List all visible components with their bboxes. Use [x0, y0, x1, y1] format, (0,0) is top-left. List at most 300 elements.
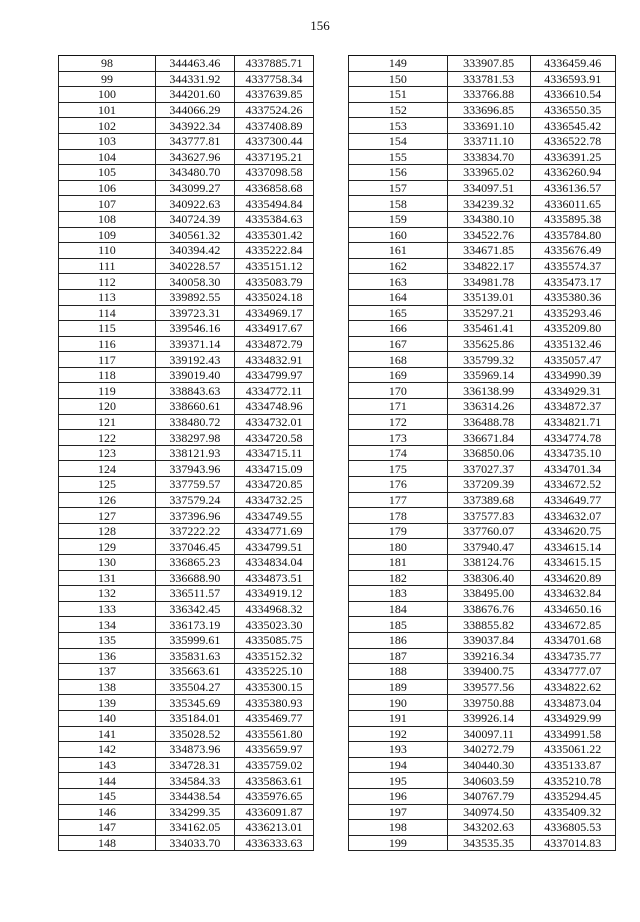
y-coordinate-cell: 4335561.80	[234, 726, 313, 742]
point-number-cell: 192	[349, 726, 448, 742]
point-number-cell: 104	[59, 149, 156, 165]
y-coordinate-cell: 4334969.17	[234, 305, 313, 321]
point-number-cell: 159	[349, 211, 448, 227]
y-coordinate-cell: 4336610.54	[530, 87, 615, 103]
table-row	[349, 445, 616, 461]
table-row	[349, 243, 616, 259]
table-row	[349, 118, 616, 134]
point-number-cell: 143	[59, 757, 156, 773]
table-row	[59, 492, 314, 508]
point-number-cell: 115	[59, 321, 156, 337]
table-row	[59, 695, 314, 711]
x-coordinate-cell: 334522.76	[447, 227, 530, 243]
point-number-cell: 122	[59, 430, 156, 446]
y-coordinate-cell: 4335294.45	[530, 788, 615, 804]
y-coordinate-cell: 4336805.53	[530, 820, 615, 836]
y-coordinate-cell: 4336550.35	[530, 102, 615, 118]
x-coordinate-cell: 339546.16	[155, 321, 234, 337]
x-coordinate-cell: 334822.17	[447, 258, 530, 274]
table-row	[59, 445, 314, 461]
table-row	[59, 601, 314, 617]
x-coordinate-cell: 339019.40	[155, 367, 234, 383]
table-row	[349, 383, 616, 399]
table-row	[349, 726, 616, 742]
x-coordinate-cell: 333834.70	[447, 149, 530, 165]
table-row	[59, 118, 314, 134]
table-row	[349, 71, 616, 87]
x-coordinate-cell: 336488.78	[447, 414, 530, 430]
x-coordinate-cell: 340603.59	[447, 773, 530, 789]
x-coordinate-cell: 337759.57	[155, 477, 234, 493]
table-row	[349, 258, 616, 274]
point-number-cell: 184	[349, 601, 448, 617]
x-coordinate-cell: 339037.84	[447, 632, 530, 648]
table-row	[59, 102, 314, 118]
point-number-cell: 144	[59, 773, 156, 789]
table-row	[349, 710, 616, 726]
x-coordinate-cell: 340724.39	[155, 211, 234, 227]
table-row	[59, 367, 314, 383]
table-row	[349, 102, 616, 118]
point-number-cell: 118	[59, 367, 156, 383]
point-number-cell: 183	[349, 586, 448, 602]
point-number-cell: 158	[349, 196, 448, 212]
x-coordinate-cell: 338660.61	[155, 399, 234, 415]
point-number-cell: 140	[59, 710, 156, 726]
table-row	[59, 305, 314, 321]
table-row	[349, 601, 616, 617]
y-coordinate-cell: 4334929.99	[530, 710, 615, 726]
point-number-cell: 116	[59, 336, 156, 352]
y-coordinate-cell: 4336545.42	[530, 118, 615, 134]
x-coordinate-cell: 339723.31	[155, 305, 234, 321]
y-coordinate-cell: 4335222.84	[234, 243, 313, 259]
point-number-cell: 157	[349, 180, 448, 196]
table-row	[59, 477, 314, 493]
y-coordinate-cell: 4336593.91	[530, 71, 615, 87]
table-row	[59, 726, 314, 742]
y-coordinate-cell: 4334735.10	[530, 445, 615, 461]
x-coordinate-cell: 333696.85	[447, 102, 530, 118]
x-coordinate-cell: 343777.81	[155, 133, 234, 149]
x-coordinate-cell: 340097.11	[447, 726, 530, 742]
x-coordinate-cell: 338121.93	[155, 445, 234, 461]
y-coordinate-cell: 4334917.67	[234, 321, 313, 337]
point-number-cell: 130	[59, 555, 156, 571]
table-row	[349, 757, 616, 773]
x-coordinate-cell: 340394.42	[155, 243, 234, 259]
table-row	[59, 664, 314, 680]
point-number-cell: 153	[349, 118, 448, 134]
table-row	[59, 648, 314, 664]
x-coordinate-cell: 333711.10	[447, 133, 530, 149]
y-coordinate-cell: 4334821.71	[530, 414, 615, 430]
table-row	[59, 430, 314, 446]
y-coordinate-cell: 4335132.46	[530, 336, 615, 352]
point-number-cell: 114	[59, 305, 156, 321]
point-number-cell: 193	[349, 742, 448, 758]
table-row	[349, 555, 616, 571]
x-coordinate-cell: 343480.70	[155, 165, 234, 181]
point-number-cell: 194	[349, 757, 448, 773]
table-row	[59, 570, 314, 586]
y-coordinate-cell: 4335494.84	[234, 196, 313, 212]
point-number-cell: 107	[59, 196, 156, 212]
y-coordinate-cell: 4334990.39	[530, 367, 615, 383]
x-coordinate-cell: 340228.57	[155, 258, 234, 274]
x-coordinate-cell: 336865.23	[155, 555, 234, 571]
point-number-cell: 174	[349, 445, 448, 461]
point-number-cell: 120	[59, 399, 156, 415]
table-row	[59, 196, 314, 212]
x-coordinate-cell: 334380.10	[447, 211, 530, 227]
y-coordinate-cell: 4336091.87	[234, 804, 313, 820]
y-coordinate-cell: 4334777.07	[530, 664, 615, 680]
point-number-cell: 161	[349, 243, 448, 259]
table-row	[59, 258, 314, 274]
y-coordinate-cell: 4334872.79	[234, 336, 313, 352]
y-coordinate-cell: 4335057.47	[530, 352, 615, 368]
point-number-cell: 181	[349, 555, 448, 571]
x-coordinate-cell: 335663.61	[155, 664, 234, 680]
x-coordinate-cell: 339371.14	[155, 336, 234, 352]
y-coordinate-cell: 4336522.78	[530, 133, 615, 149]
y-coordinate-cell: 4335473.17	[530, 274, 615, 290]
point-number-cell: 99	[59, 71, 156, 87]
y-coordinate-cell: 4334822.62	[530, 679, 615, 695]
point-number-cell: 180	[349, 539, 448, 555]
point-number-cell: 106	[59, 180, 156, 196]
x-coordinate-cell: 340272.79	[447, 742, 530, 758]
y-coordinate-cell: 4336459.46	[530, 56, 615, 72]
table-row	[349, 305, 616, 321]
y-coordinate-cell: 4334968.32	[234, 601, 313, 617]
x-coordinate-cell: 344463.46	[155, 56, 234, 72]
point-number-cell: 105	[59, 165, 156, 181]
table-row	[59, 87, 314, 103]
table-row	[349, 133, 616, 149]
x-coordinate-cell: 333691.10	[447, 118, 530, 134]
table-row	[59, 679, 314, 695]
point-number-cell: 160	[349, 227, 448, 243]
y-coordinate-cell: 4334672.52	[530, 477, 615, 493]
x-coordinate-cell: 340974.50	[447, 804, 530, 820]
point-number-cell: 154	[349, 133, 448, 149]
right-coordinates-table	[348, 55, 616, 851]
y-coordinate-cell: 4336333.63	[234, 835, 313, 851]
point-number-cell: 152	[349, 102, 448, 118]
point-number-cell: 173	[349, 430, 448, 446]
table-row	[349, 367, 616, 383]
x-coordinate-cell: 343922.34	[155, 118, 234, 134]
table-row	[59, 274, 314, 290]
x-coordinate-cell: 344066.29	[155, 102, 234, 118]
point-number-cell: 198	[349, 820, 448, 836]
x-coordinate-cell: 339750.88	[447, 695, 530, 711]
point-number-cell: 162	[349, 258, 448, 274]
x-coordinate-cell: 344331.92	[155, 71, 234, 87]
table-row	[349, 508, 616, 524]
x-coordinate-cell: 336671.84	[447, 430, 530, 446]
x-coordinate-cell: 338495.00	[447, 586, 530, 602]
x-coordinate-cell: 336511.57	[155, 586, 234, 602]
point-number-cell: 125	[59, 477, 156, 493]
point-number-cell: 176	[349, 477, 448, 493]
point-number-cell: 134	[59, 617, 156, 633]
x-coordinate-cell: 340058.30	[155, 274, 234, 290]
table-row	[349, 165, 616, 181]
point-number-cell: 110	[59, 243, 156, 259]
table-row	[349, 211, 616, 227]
y-coordinate-cell: 4335209.80	[530, 321, 615, 337]
x-coordinate-cell: 339400.75	[447, 664, 530, 680]
point-number-cell: 196	[349, 788, 448, 804]
y-coordinate-cell: 4335895.38	[530, 211, 615, 227]
y-coordinate-cell: 4335784.80	[530, 227, 615, 243]
point-number-cell: 113	[59, 289, 156, 305]
point-number-cell: 175	[349, 461, 448, 477]
x-coordinate-cell: 335969.14	[447, 367, 530, 383]
y-coordinate-cell: 4336011.65	[530, 196, 615, 212]
x-coordinate-cell: 336850.06	[447, 445, 530, 461]
y-coordinate-cell: 4334620.75	[530, 523, 615, 539]
table-row	[59, 289, 314, 305]
point-number-cell: 98	[59, 56, 156, 72]
right-table-body	[349, 56, 616, 851]
y-coordinate-cell: 4335152.32	[234, 648, 313, 664]
point-number-cell: 163	[349, 274, 448, 290]
table-row	[59, 773, 314, 789]
point-number-cell: 168	[349, 352, 448, 368]
x-coordinate-cell: 339577.56	[447, 679, 530, 695]
x-coordinate-cell: 337209.39	[447, 477, 530, 493]
y-coordinate-cell: 4335301.42	[234, 227, 313, 243]
y-coordinate-cell: 4334732.01	[234, 414, 313, 430]
table-row	[349, 679, 616, 695]
y-coordinate-cell: 4337758.34	[234, 71, 313, 87]
table-row	[349, 399, 616, 415]
point-number-cell: 121	[59, 414, 156, 430]
y-coordinate-cell: 4334632.84	[530, 586, 615, 602]
point-number-cell: 101	[59, 102, 156, 118]
x-coordinate-cell: 334728.31	[155, 757, 234, 773]
y-coordinate-cell: 4337195.21	[234, 149, 313, 165]
table-row	[59, 617, 314, 633]
y-coordinate-cell: 4334715.09	[234, 461, 313, 477]
x-coordinate-cell: 338297.98	[155, 430, 234, 446]
x-coordinate-cell: 333965.02	[447, 165, 530, 181]
y-coordinate-cell: 4334720.85	[234, 477, 313, 493]
point-number-cell: 195	[349, 773, 448, 789]
y-coordinate-cell: 4335085.75	[234, 632, 313, 648]
x-coordinate-cell: 340767.79	[447, 788, 530, 804]
x-coordinate-cell: 335625.86	[447, 336, 530, 352]
y-coordinate-cell: 4336213.01	[234, 820, 313, 836]
point-number-cell: 126	[59, 492, 156, 508]
point-number-cell: 102	[59, 118, 156, 134]
point-number-cell: 190	[349, 695, 448, 711]
x-coordinate-cell: 339216.34	[447, 648, 530, 664]
point-number-cell: 127	[59, 508, 156, 524]
x-coordinate-cell: 335297.21	[447, 305, 530, 321]
y-coordinate-cell: 4334774.78	[530, 430, 615, 446]
x-coordinate-cell: 343535.35	[447, 835, 530, 851]
table-row	[59, 632, 314, 648]
x-coordinate-cell: 337222.22	[155, 523, 234, 539]
point-number-cell: 197	[349, 804, 448, 820]
y-coordinate-cell: 4334715.11	[234, 445, 313, 461]
table-row	[349, 87, 616, 103]
x-coordinate-cell: 337943.96	[155, 461, 234, 477]
y-coordinate-cell: 4337639.85	[234, 87, 313, 103]
x-coordinate-cell: 343627.96	[155, 149, 234, 165]
table-row	[349, 523, 616, 539]
x-coordinate-cell: 338676.76	[447, 601, 530, 617]
table-row	[59, 835, 314, 851]
y-coordinate-cell: 4334919.12	[234, 586, 313, 602]
y-coordinate-cell: 4335659.97	[234, 742, 313, 758]
table-row	[349, 648, 616, 664]
y-coordinate-cell: 4335976.65	[234, 788, 313, 804]
table-row	[349, 352, 616, 368]
table-row	[349, 180, 616, 196]
point-number-cell: 141	[59, 726, 156, 742]
x-coordinate-cell: 334873.96	[155, 742, 234, 758]
x-coordinate-cell: 339192.43	[155, 352, 234, 368]
y-coordinate-cell: 4335759.02	[234, 757, 313, 773]
point-number-cell: 147	[59, 820, 156, 836]
point-number-cell: 124	[59, 461, 156, 477]
point-number-cell: 179	[349, 523, 448, 539]
point-number-cell: 167	[349, 336, 448, 352]
y-coordinate-cell: 4335210.78	[530, 773, 615, 789]
point-number-cell: 109	[59, 227, 156, 243]
y-coordinate-cell: 4336260.94	[530, 165, 615, 181]
table-row	[59, 523, 314, 539]
y-coordinate-cell: 4337885.71	[234, 56, 313, 72]
x-coordinate-cell: 338306.40	[447, 570, 530, 586]
point-number-cell: 166	[349, 321, 448, 337]
y-coordinate-cell: 4335024.18	[234, 289, 313, 305]
table-row	[349, 570, 616, 586]
table-row	[59, 539, 314, 555]
point-number-cell: 189	[349, 679, 448, 695]
x-coordinate-cell: 340440.30	[447, 757, 530, 773]
table-row	[59, 56, 314, 72]
x-coordinate-cell: 334438.54	[155, 788, 234, 804]
x-coordinate-cell: 335345.69	[155, 695, 234, 711]
table-row	[59, 788, 314, 804]
point-number-cell: 185	[349, 617, 448, 633]
point-number-cell: 148	[59, 835, 156, 851]
x-coordinate-cell: 338124.76	[447, 555, 530, 571]
point-number-cell: 138	[59, 679, 156, 695]
x-coordinate-cell: 338855.82	[447, 617, 530, 633]
y-coordinate-cell: 4335061.22	[530, 742, 615, 758]
x-coordinate-cell: 333907.85	[447, 56, 530, 72]
x-coordinate-cell: 337389.68	[447, 492, 530, 508]
y-coordinate-cell: 4335676.49	[530, 243, 615, 259]
x-coordinate-cell: 338480.72	[155, 414, 234, 430]
y-coordinate-cell: 4335384.63	[234, 211, 313, 227]
point-number-cell: 187	[349, 648, 448, 664]
point-number-cell: 151	[349, 87, 448, 103]
y-coordinate-cell: 4335300.15	[234, 679, 313, 695]
point-number-cell: 100	[59, 87, 156, 103]
table-row	[349, 196, 616, 212]
table-row	[349, 492, 616, 508]
y-coordinate-cell: 4335409.32	[530, 804, 615, 820]
point-number-cell: 171	[349, 399, 448, 415]
x-coordinate-cell: 335461.41	[447, 321, 530, 337]
x-coordinate-cell: 336138.99	[447, 383, 530, 399]
point-number-cell: 139	[59, 695, 156, 711]
point-number-cell: 182	[349, 570, 448, 586]
table-row	[349, 586, 616, 602]
point-number-cell: 131	[59, 570, 156, 586]
y-coordinate-cell: 4335380.93	[234, 695, 313, 711]
x-coordinate-cell: 335831.63	[155, 648, 234, 664]
y-coordinate-cell: 4334771.69	[234, 523, 313, 539]
table-row	[349, 289, 616, 305]
point-number-cell: 165	[349, 305, 448, 321]
y-coordinate-cell: 4336858.68	[234, 180, 313, 196]
y-coordinate-cell: 4334701.68	[530, 632, 615, 648]
point-number-cell: 137	[59, 664, 156, 680]
x-coordinate-cell: 337577.83	[447, 508, 530, 524]
y-coordinate-cell: 4335293.46	[530, 305, 615, 321]
y-coordinate-cell: 4334873.04	[530, 695, 615, 711]
y-coordinate-cell: 4334749.55	[234, 508, 313, 524]
y-coordinate-cell: 4334649.77	[530, 492, 615, 508]
y-coordinate-cell: 4335574.37	[530, 258, 615, 274]
x-coordinate-cell: 337396.96	[155, 508, 234, 524]
point-number-cell: 149	[349, 56, 448, 72]
table-row	[59, 227, 314, 243]
y-coordinate-cell: 4334772.11	[234, 383, 313, 399]
table-row	[59, 757, 314, 773]
x-coordinate-cell: 334162.05	[155, 820, 234, 836]
y-coordinate-cell: 4334632.07	[530, 508, 615, 524]
table-row	[59, 399, 314, 415]
y-coordinate-cell: 4334748.96	[234, 399, 313, 415]
x-coordinate-cell: 344201.60	[155, 87, 234, 103]
table-row	[349, 695, 616, 711]
point-number-cell: 117	[59, 352, 156, 368]
point-number-cell: 103	[59, 133, 156, 149]
point-number-cell: 135	[59, 632, 156, 648]
x-coordinate-cell: 337940.47	[447, 539, 530, 555]
y-coordinate-cell: 4335225.10	[234, 664, 313, 680]
x-coordinate-cell: 340922.63	[155, 196, 234, 212]
table-row	[59, 243, 314, 259]
y-coordinate-cell: 4334650.16	[530, 601, 615, 617]
page-number: 156	[310, 18, 330, 33]
table-row	[59, 710, 314, 726]
x-coordinate-cell: 335139.01	[447, 289, 530, 305]
table-row	[59, 742, 314, 758]
table-row	[349, 632, 616, 648]
point-number-cell: 128	[59, 523, 156, 539]
table-row	[59, 149, 314, 165]
table-row	[349, 461, 616, 477]
y-coordinate-cell: 4335151.12	[234, 258, 313, 274]
x-coordinate-cell: 343099.27	[155, 180, 234, 196]
y-coordinate-cell: 4337098.58	[234, 165, 313, 181]
table-row	[349, 430, 616, 446]
y-coordinate-cell: 4335133.87	[530, 757, 615, 773]
point-number-cell: 129	[59, 539, 156, 555]
